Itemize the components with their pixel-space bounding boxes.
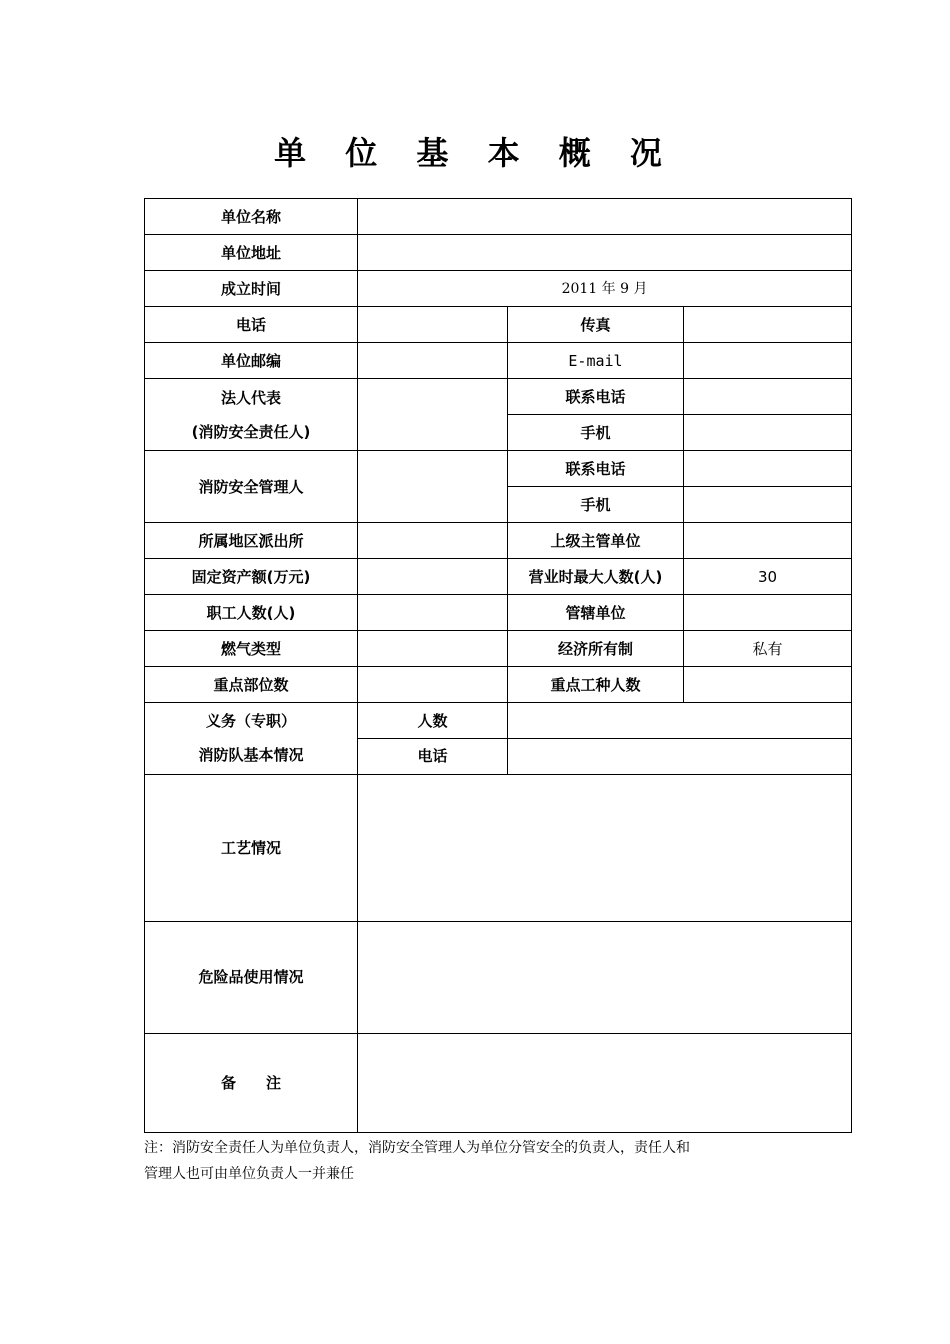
process-label: 工艺情况 bbox=[145, 774, 358, 921]
jurisdiction-unit-field[interactable] bbox=[684, 595, 852, 631]
legal-rep-mobile-label: 手机 bbox=[508, 415, 684, 451]
footnote-line2: 管理人也可由单位负责人一并兼任 bbox=[144, 1166, 354, 1182]
safety-manager-contact-label: 联系电话 bbox=[508, 451, 684, 487]
fire-brigade-phone-field[interactable] bbox=[508, 739, 852, 774]
fire-brigade-count-label: 人数 bbox=[358, 703, 508, 739]
email-label: E-mail bbox=[508, 343, 684, 379]
key-parts-label: 重点部位数 bbox=[145, 667, 358, 703]
legal-rep-contact-field[interactable] bbox=[684, 379, 852, 415]
unit-info-table bbox=[144, 198, 852, 1133]
legal-rep-label-line1: 法人代表 bbox=[220, 388, 281, 407]
safety-manager-label: 消防安全管理人 bbox=[145, 451, 358, 523]
superior-unit-label: 上级主管单位 bbox=[508, 523, 684, 559]
unit-address-field[interactable] bbox=[358, 235, 852, 271]
superior-unit-field[interactable] bbox=[684, 523, 852, 559]
max-occupancy-label: 营业时最大人数(人) bbox=[508, 559, 684, 595]
gas-type-label: 燃气类型 bbox=[145, 631, 358, 667]
footnote bbox=[144, 1135, 824, 1187]
legal-rep-label-line2: (消防安全责任人) bbox=[191, 422, 311, 441]
established-label: 成立时间 bbox=[145, 271, 358, 307]
legal-rep-field[interactable] bbox=[358, 379, 508, 451]
safety-manager-mobile-label: 手机 bbox=[508, 487, 684, 523]
fire-brigade-label-line1: 义务（专职） bbox=[205, 712, 296, 731]
phone-label: 电话 bbox=[145, 307, 358, 343]
unit-name-field[interactable] bbox=[358, 199, 852, 235]
remarks-label: 备 注 bbox=[145, 1033, 358, 1132]
key-workers-label: 重点工种人数 bbox=[508, 667, 684, 703]
hazardous-field[interactable] bbox=[358, 921, 852, 1033]
hazardous-label: 危险品使用情况 bbox=[145, 921, 358, 1033]
fixed-assets-label: 固定资产额(万元) bbox=[145, 559, 358, 595]
remarks-field[interactable] bbox=[358, 1033, 852, 1132]
phone-field[interactable] bbox=[358, 307, 508, 343]
key-parts-field[interactable] bbox=[358, 667, 508, 703]
established-field[interactable]: 2011 年 9 月 bbox=[358, 271, 852, 307]
fax-label: 传真 bbox=[508, 307, 684, 343]
police-station-label: 所属地区派出所 bbox=[145, 523, 358, 559]
postcode-label: 单位邮编 bbox=[145, 343, 358, 379]
fax-field[interactable] bbox=[684, 307, 852, 343]
legal-rep-label bbox=[145, 379, 358, 451]
page-title: 单 位 基 本 概 况 bbox=[274, 134, 676, 172]
postcode-field[interactable] bbox=[358, 343, 508, 379]
process-field[interactable] bbox=[358, 774, 852, 921]
ownership-field[interactable]: 私有 bbox=[684, 631, 852, 667]
ownership-label: 经济所有制 bbox=[508, 631, 684, 667]
fire-brigade-phone-label: 电话 bbox=[358, 739, 508, 774]
police-station-field[interactable] bbox=[358, 523, 508, 559]
staff-count-field[interactable] bbox=[358, 595, 508, 631]
safety-manager-mobile-field[interactable] bbox=[684, 487, 852, 523]
legal-rep-contact-label: 联系电话 bbox=[508, 379, 684, 415]
unit-name-label: 单位名称 bbox=[145, 199, 358, 235]
max-occupancy-field[interactable]: 30 bbox=[684, 559, 852, 595]
safety-manager-field[interactable] bbox=[358, 451, 508, 523]
legal-rep-mobile-field[interactable] bbox=[684, 415, 852, 451]
gas-type-field[interactable] bbox=[358, 631, 508, 667]
fire-brigade-label bbox=[145, 703, 358, 774]
safety-manager-contact-field[interactable] bbox=[684, 451, 852, 487]
fire-brigade-label-line2: 消防队基本情况 bbox=[198, 746, 304, 765]
jurisdiction-unit-label: 管辖单位 bbox=[508, 595, 684, 631]
footnote-line1: 注：消防安全责任人为单位负责人，消防安全管理人为单位分管安全的负责人，责任人和 bbox=[144, 1140, 690, 1156]
unit-address-label: 单位地址 bbox=[145, 235, 358, 271]
key-workers-field[interactable] bbox=[684, 667, 852, 703]
fixed-assets-field[interactable] bbox=[358, 559, 508, 595]
staff-count-label: 职工人数(人) bbox=[145, 595, 358, 631]
fire-brigade-count-field[interactable] bbox=[508, 703, 852, 739]
email-field[interactable] bbox=[684, 343, 852, 379]
